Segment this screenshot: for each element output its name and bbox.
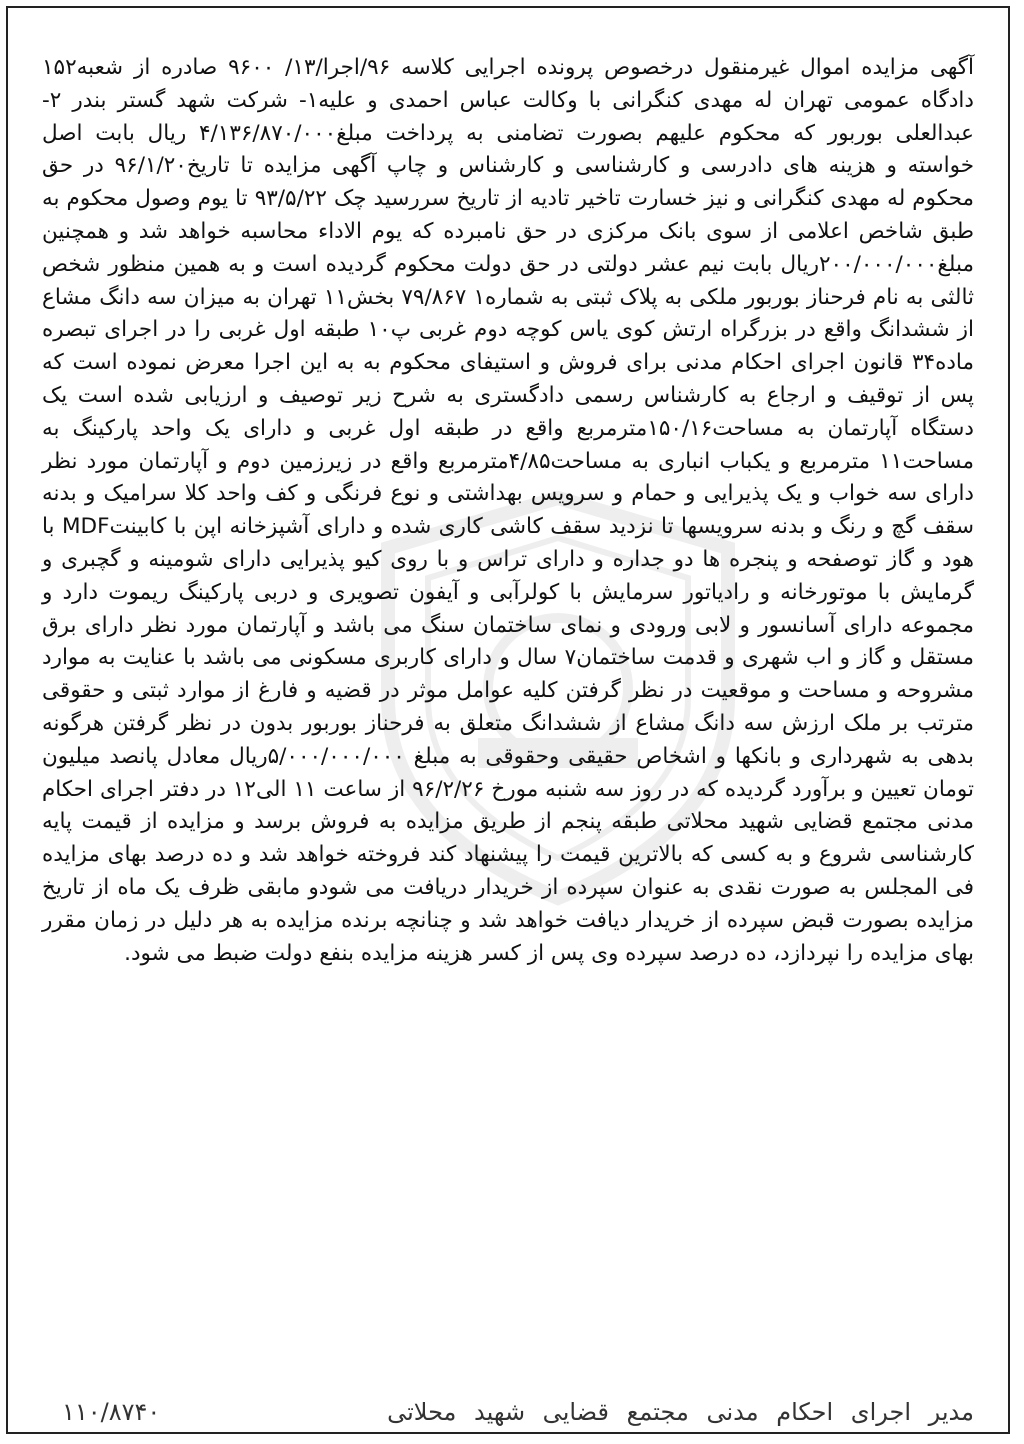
notice-footer — [42, 1394, 974, 1438]
issuer-signature: مدیر اجرای احکام مدنی مجتمع قضایی شهید محلاتی — [387, 1398, 974, 1426]
notice-code: ۱۱۰/۸۷۴۰ — [62, 1398, 161, 1426]
auction-notice-text: آگهی مزایده اموال غیرمنقول درخصوص پرونده اجرایی کلاسه ۹۶/اجرا/۱۳/ ۹۶۰۰ صادره از شعبه۱۵۲ دادگاه عمومی تهران له مهدی کنگرانی با وکالت عباس احمدی و علیه۱- شرکت شهد گستر بندر ۲-عبدالعلی بوربور که محکوم علیهم بصورت تضامنی به پرداخت مبلغ۴/۱۳۶/۸۷۰/۰۰۰ ریال بابت اصل خواسته و هزینه های دادرسی و کارشناسی و کارشناس و چاپ آگهی مزایده تا تاریخ۹۶/۱/۲۰ در حق محکوم له مهدی کنگرانی و نیز خسارت تاخیر تادیه از تاریخ سررسید چک ۹۳/۵/۲۲ تا یوم وصول محکوم به طبق شاخص اعلامی از سوی بانک مرکزی در حق نامبرده که یوم الاداء محاسبه خواهد شد و همچنین مبلغ۲۰۰/۰۰۰/۰۰۰ریال بابت نیم عشر دولتی در حق دولت محکوم گردیده است و به همین منظور شخص ثالثی به نام فرحناز بوربور ملکی به پلاک ثبتی به شماره۱ ۷۹/۸۶۷ بخش۱۱ تهران به میزان سه دانگ مشاع از ششدانگ واقع در بزرگراه ارتش کوی یاس کوچه دوم غربی پ۱۰ طبقه اول غربی را در اجرای تبصره ماده۳۴ قانون اجرای احکام مدنی برای فروش و استیفای محکوم به به این اجرا معرض نموده است که پس از توقیف و ارجاع به کارشناس رسمی دادگستری به شرح زیر توصیف و ارزیابی شده است یک دستگاه آپارتمان به مساحت۱۵۰/۱۶مترمربع واقع در طبقه اول غربی و دارای یک واحد پارکینگ به مساحت۱۱ مترمربع و یکباب انباری به مساحت۴/۸۵مترمربع واقع در زیرزمین دوم و آپارتمان مورد نظر دارای سه خواب و یک پذیرایی و حمام و سرویس بهداشتی و نوع فرنگی و کف واحد کلا سرامیک و بدنه سقف گچ و رنگ و بدنه سرویسها تا نزدید سقف کاشی کاری شده و دارای آشپزخانه اپن با کابینتMDF با هود و گاز توصفحه و پنجره ها دو جداره و دارای تراس و با روی کیو پذیرایی دارای شومینه و گچبری و گرمایش با موتورخانه و رادیاتور سرمایش با کولرآبی و آیفون تصویری و دربی پارکینگ ریموت دارد و مجموعه دارای آسانسور و لابی ورودی و نمای ساختمان سنگ می باشد و آپارتمان مورد نظر دارای برق مستقل و گاز و اب شهری و قدمت ساختمان۷ سال و دارای کاربری مسکونی می باشد با عنایت به موارد مشروحه و مساحت و موقعیت در نظر گرفتن کلیه عوامل موثر در قضیه و فارغ از موارد ثبتی و حقوقی مترتب بر ملک ارزش سه دانگ مشاع از ششدانگ متعلق به فرحناز بوربور بدون در نظر گرفتن هرگونه بدهی به شهرداری و بانکها و اشخاص حقیقی وحقوقی به مبلغ ۵/۰۰۰/۰۰۰/۰۰۰ریال معادل پانصد میلیون تومان تعیین و برآورد گردیده که در روز سه شنبه مورخ ۹۶/۲/۲۶ از ساعت ۱۱ الی۱۲ در دفتر اجرای احکام مدنی مجتمع قضایی شهید محلاتی طبقه پنجم از طریق مزایده به فروش برسد و مزایده از قیمت پایه کارشناسی شروع و به کسی که بالاترین قیمت را پیشنهاد کند فروخته خواهد شد و ده درصد بهای مزایده فی المجلس به صورت نقدی به عنوان سپرده از خریدار دریافت می شودو مابقی ظرف یک ماه از تاریخ مزایده بصورت قبض سپرده از خریدار دیافت خواهد شد و چنانچه برنده مزایده به هر دلیل در زمان مقرر بهای مزایده را نپردازد، ده درصد سپرده وی پس از کسر هزینه مزایده بنفع دولت ضبط می شود. — [42, 55, 975, 966]
notice-frame — [6, 6, 1010, 1434]
